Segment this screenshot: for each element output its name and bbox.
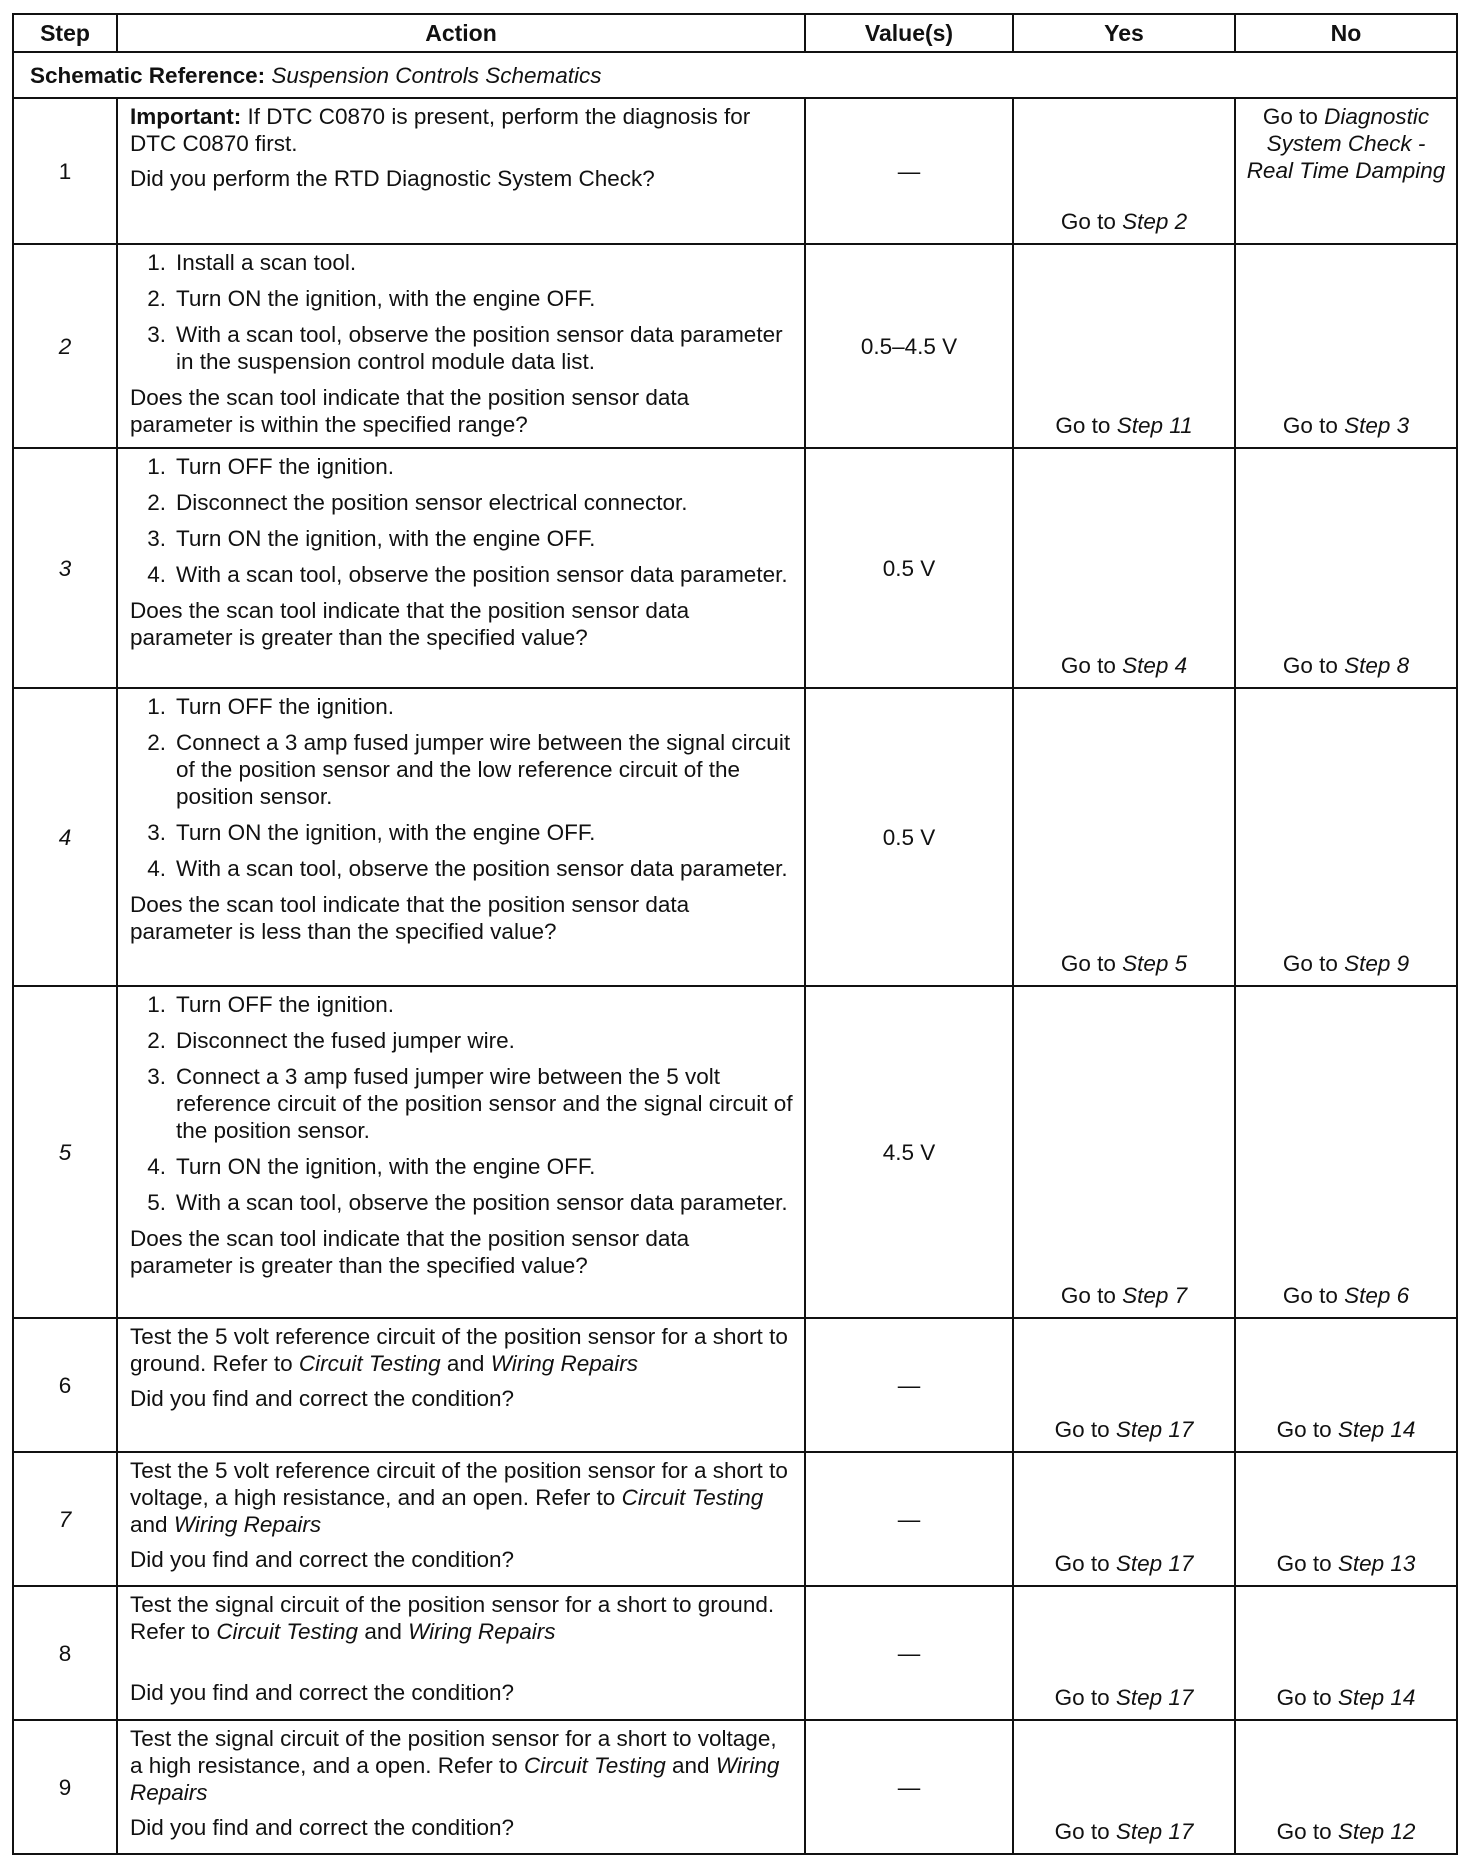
yes-link[interactable]: Step 17 xyxy=(1115,1819,1194,1844)
action-cell xyxy=(117,1586,805,1720)
action-step: 1. Turn OFF the ignition. xyxy=(147,694,395,719)
action-step: 3. Turn ON the ignition, with the engine OFF. xyxy=(147,526,596,551)
table-row xyxy=(13,986,1457,1318)
action-text: Test the signal circuit of the position sensor for a short to ground. Refer to Circuit Testing and Wiring Repairs xyxy=(130,1592,775,1644)
header-no: No xyxy=(1235,14,1457,52)
yes-cell: Go to Step 17 xyxy=(1013,1318,1235,1452)
wiring-repairs-link[interactable]: Wiring Repairs xyxy=(408,1619,556,1644)
schematic-reference-link[interactable]: Suspension Controls Schematics xyxy=(271,62,602,88)
action-question: Did you perform the RTD Diagnostic System Check? xyxy=(130,166,655,191)
action-step: 2. Connect a 3 amp fused jumper wire between the signal circuit of the position sensor and the low reference circuit of the position sensor. xyxy=(147,730,791,809)
action-step: 2. Disconnect the position sensor electrical connector. xyxy=(147,490,688,515)
yes-cell: Go to Step 5 xyxy=(1013,688,1235,986)
table-row xyxy=(13,688,1457,986)
step-number: 7 xyxy=(13,1452,117,1586)
value-cell: — xyxy=(805,98,1013,244)
yes-cell: Go to Step 11 xyxy=(1013,244,1235,448)
yes-link[interactable]: Step 4 xyxy=(1122,653,1188,678)
action-question: Does the scan tool indicate that the position sensor data parameter is less than the specified value? xyxy=(130,892,690,944)
step-number: 3 xyxy=(13,448,117,688)
action-step: 4. With a scan tool, observe the position sensor data parameter. xyxy=(147,562,788,587)
yes-cell: Go to Step 17 xyxy=(1013,1720,1235,1854)
action-question: Does the scan tool indicate that the position sensor data parameter is greater than the specified value? xyxy=(130,598,690,650)
yes-cell: Go to Step 2 xyxy=(1013,98,1235,244)
yes-link[interactable]: Step 5 xyxy=(1122,951,1188,976)
no-cell: Go to Step 6 xyxy=(1235,986,1457,1318)
table-row xyxy=(13,1586,1457,1720)
action-step: 3. Connect a 3 amp fused jumper wire between the 5 volt reference circuit of the position sensor and the signal circuit of the position sensor. xyxy=(147,1064,793,1143)
important-text: If DTC C0870 is present, perform the diagnosis for DTC C0870 first. xyxy=(130,104,751,156)
important-note xyxy=(130,103,794,157)
circuit-testing-link[interactable]: Circuit Testing xyxy=(298,1351,441,1376)
table-row xyxy=(13,1318,1457,1452)
yes-link[interactable]: Step 2 xyxy=(1122,209,1188,234)
no-cell: Go to Step 14 xyxy=(1235,1318,1457,1452)
diagnostic-table xyxy=(12,13,1458,1855)
value-cell: 0.5 V xyxy=(805,448,1013,688)
no-link[interactable]: Diagnostic System Check - Real Time Damping xyxy=(1246,104,1446,183)
no-cell: Go to Diagnostic System Check - Real Time Damping xyxy=(1235,98,1457,244)
action-question: Does the scan tool indicate that the position sensor data parameter is within the specified range? xyxy=(130,385,690,437)
header-row xyxy=(13,14,1457,52)
no-cell: Go to Step 14 xyxy=(1235,1586,1457,1720)
action-cell xyxy=(117,1318,805,1452)
table-row xyxy=(13,1452,1457,1586)
step-number: 8 xyxy=(13,1586,117,1720)
action-steps xyxy=(130,693,794,882)
action-step: 4. Turn ON the ignition, with the engine OFF. xyxy=(147,1154,596,1179)
yes-cell: Go to Step 4 xyxy=(1013,448,1235,688)
no-cell: Go to Step 3 xyxy=(1235,244,1457,448)
header-yes: Yes xyxy=(1013,14,1235,52)
no-link[interactable]: Step 14 xyxy=(1337,1685,1416,1710)
action-step: 3. Turn ON the ignition, with the engine OFF. xyxy=(147,820,596,845)
no-link[interactable]: Step 8 xyxy=(1344,653,1410,678)
schematic-reference-row xyxy=(13,52,1457,98)
yes-link[interactable]: Step 11 xyxy=(1116,413,1193,438)
action-text: Test the 5 volt reference circuit of the position sensor for a short to voltage, a high resistance, and an open. Refer to Circuit Testing and Wiring Repairs xyxy=(130,1458,788,1537)
action-question: Did you find and correct the condition? xyxy=(130,1547,514,1572)
table-row xyxy=(13,98,1457,244)
action-steps xyxy=(130,453,794,588)
no-link[interactable]: Step 9 xyxy=(1344,951,1410,976)
table-row xyxy=(13,448,1457,688)
action-cell xyxy=(117,986,805,1318)
action-step: 1. Install a scan tool. xyxy=(147,250,357,275)
action-cell xyxy=(117,688,805,986)
action-step: 2. Turn ON the ignition, with the engine OFF. xyxy=(147,286,596,311)
table-row xyxy=(13,244,1457,448)
action-cell xyxy=(117,244,805,448)
yes-cell: Go to Step 7 xyxy=(1013,986,1235,1318)
wiring-repairs-link[interactable]: Wiring Repairs xyxy=(130,1753,780,1805)
action-step: 3. With a scan tool, observe the position sensor data parameter in the suspension control module data list. xyxy=(147,322,783,374)
schematic-reference-label: Schematic Reference: xyxy=(30,62,266,88)
yes-cell: Go to Step 17 xyxy=(1013,1586,1235,1720)
wiring-repairs-link[interactable]: Wiring Repairs xyxy=(173,1512,322,1537)
action-question: Did you find and correct the condition? xyxy=(130,1815,514,1840)
no-link[interactable]: Step 6 xyxy=(1344,1283,1410,1308)
yes-link[interactable]: Step 17 xyxy=(1115,1551,1194,1576)
circuit-testing-link[interactable]: Circuit Testing xyxy=(524,1753,666,1778)
no-link[interactable]: Step 13 xyxy=(1337,1551,1416,1576)
step-number: 2 xyxy=(13,244,117,448)
yes-cell: Go to Step 17 xyxy=(1013,1452,1235,1586)
action-cell xyxy=(117,448,805,688)
step-number: 4 xyxy=(13,688,117,986)
value-cell: — xyxy=(805,1720,1013,1854)
action-text: Test the 5 volt reference circuit of the position sensor for a short to ground. Refer to Circuit Testing and Wiring Repairs xyxy=(130,1324,788,1376)
action-step: 5. With a scan tool, observe the position sensor data parameter. xyxy=(147,1190,788,1215)
action-steps xyxy=(130,249,794,375)
header-values: Value(s) xyxy=(805,14,1013,52)
important-label: Important: xyxy=(130,104,242,129)
header-step: Step xyxy=(13,14,117,52)
action-cell xyxy=(117,98,805,244)
action-cell xyxy=(117,1452,805,1586)
no-link[interactable]: Step 3 xyxy=(1344,413,1410,438)
value-cell: — xyxy=(805,1318,1013,1452)
value-cell: 4.5 V xyxy=(805,986,1013,1318)
action-question: Did you find and correct the condition? xyxy=(130,1386,514,1411)
circuit-testing-link[interactable]: Circuit Testing xyxy=(621,1485,764,1510)
yes-link[interactable]: Step 17 xyxy=(1115,1417,1194,1442)
no-link[interactable]: Step 12 xyxy=(1337,1819,1416,1844)
value-cell: — xyxy=(805,1586,1013,1720)
action-step: 1. Turn OFF the ignition. xyxy=(147,992,395,1017)
action-text: Test the signal circuit of the position sensor for a short to voltage, a high resistance, and a open. Refer to Circuit Testing and Wiring Repairs xyxy=(130,1726,780,1805)
no-cell: Go to Step 9 xyxy=(1235,688,1457,986)
action-question: Did you find and correct the condition? xyxy=(130,1680,514,1705)
yes-link[interactable]: Step 7 xyxy=(1122,1283,1188,1308)
value-cell: 0.5 V xyxy=(805,688,1013,986)
value-cell: — xyxy=(805,1452,1013,1586)
circuit-testing-link[interactable]: Circuit Testing xyxy=(216,1619,359,1644)
action-step: 4. With a scan tool, observe the position sensor data parameter. xyxy=(147,856,788,881)
action-step: 1. Turn OFF the ignition. xyxy=(147,454,395,479)
no-cell: Go to Step 12 xyxy=(1235,1720,1457,1854)
action-step: 2. Disconnect the fused jumper wire. xyxy=(147,1028,515,1053)
step-number: 9 xyxy=(13,1720,117,1854)
header-action: Action xyxy=(117,14,805,52)
no-cell: Go to Step 8 xyxy=(1235,448,1457,688)
step-number: 6 xyxy=(13,1318,117,1452)
wiring-repairs-link[interactable]: Wiring Repairs xyxy=(490,1351,639,1376)
action-steps xyxy=(130,991,794,1216)
action-question: Does the scan tool indicate that the position sensor data parameter is greater than the specified value? xyxy=(130,1226,690,1278)
step-number: 5 xyxy=(13,986,117,1318)
no-link[interactable]: Step 14 xyxy=(1337,1417,1416,1442)
step-number: 1 xyxy=(13,98,117,244)
value-cell: 0.5–4.5 V xyxy=(805,244,1013,448)
no-cell: Go to Step 13 xyxy=(1235,1452,1457,1586)
yes-link[interactable]: Step 17 xyxy=(1115,1685,1194,1710)
